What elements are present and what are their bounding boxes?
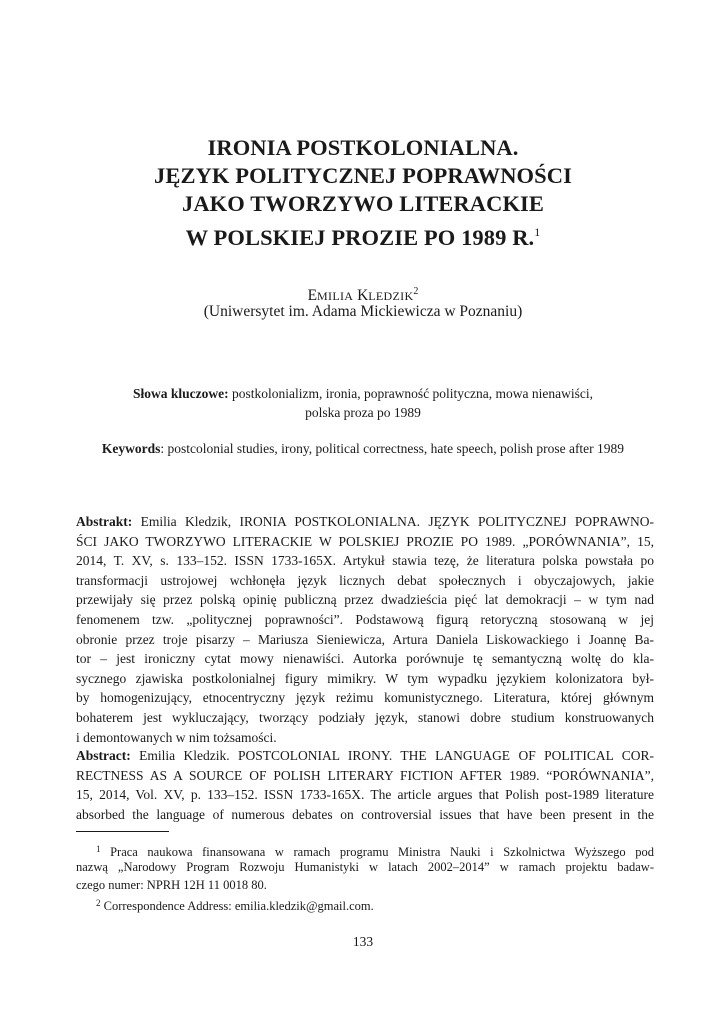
abstract-line-text: Emilia Kledzik, IRONIA POSTKOLONIALNA. JĘZYK POLITYCZNEJ POPRAWNO- (132, 514, 654, 529)
title-line-text: W POLSKIEJ PROZIE PO 1989 R. (185, 225, 535, 250)
keywords-en-text: : postcolonial studies, irony, political correctness, hate speech, polish prose after 1989 (160, 441, 625, 456)
title-line: JAKO TWORZYWO LITERACKIE (181, 191, 545, 216)
article-title (60, 134, 666, 252)
footnote-1-line (76, 840, 654, 858)
footnotes (76, 840, 654, 912)
footnote-2-line (76, 894, 654, 912)
abstract-line: i demontowanych w nim tożsamości. (76, 729, 277, 745)
abstract-line: 2014, T. XV, s. 133–152. ISSN 1733-165X. Artykuł stawia tezę, że literatura polska powstała po (76, 553, 654, 569)
abstract-en-label: Abstract: (76, 748, 131, 763)
footnote-1-line: czego numer: NPRH 12H 11 0018 80. (76, 878, 267, 892)
abstract-line: ŚCI JAKO TWORZYWO LITERACKIE W POLSKIEJ PROZIE PO 1989. „PORÓWNANIA”, 15, (76, 533, 654, 549)
footnote-2-marker: 2 (96, 898, 101, 908)
abstract-line: transformacji ustrojowej wchłonęła język licznych debat społecznych i obyczajowych, jakie (76, 572, 654, 588)
page-number: 133 (352, 934, 374, 949)
abstract-line (76, 512, 654, 532)
abstract-polish (76, 512, 654, 747)
keywords-english (60, 439, 666, 458)
abstract-line: tor – jest ironiczny cytat mowy nienawiści. Autorka porównuje tę semantyczną woltę do kla- (76, 651, 654, 667)
footnote-1-marker: 1 (96, 844, 101, 854)
author-last-initial: K (357, 287, 369, 304)
abstract-line (76, 746, 654, 766)
abstract-line: przewijały się przez polską opinię publiczną przez dwadzieścia pięć lat demokracji – w tym nad (76, 592, 654, 608)
keywords-pl-line2: polska proza po 1989 (305, 405, 421, 420)
footnote-text: Correspondence Address: emilia.kledzik@gmail.com. (100, 899, 374, 913)
author-last-rest: LEDZIK (368, 289, 414, 303)
footnote-text: Praca naukowa finansowana w ramach programu Ministra Nauki i Szkolnictwa Wyższego pod (100, 845, 654, 859)
abstract-line: 15, 2014, Vol. XV, p. 133–152. ISSN 1733-165X. The article argues that Polish post-1989 literature (76, 787, 654, 803)
author-first-initial: E (307, 287, 318, 304)
footnote-divider (76, 831, 169, 832)
keywords-polish (90, 384, 636, 422)
keywords-pl-label: Słowa kluczowe: (132, 386, 229, 401)
author-first-rest: MILIA (317, 289, 354, 303)
footnote-1-line: nazwą „Narodowy Program Rozwoju Humanistyki w latach 2002–2014” w ramach projektu badaw- (76, 860, 654, 874)
author-footnote-marker[interactable]: 2 (413, 286, 419, 297)
keywords-pl-line1: postkolonializm, ironia, poprawność polityczna, mowa nienawiści, (228, 386, 594, 401)
title-line: IRONIA POSTKOLONIALNA. (207, 135, 519, 160)
title-footnote-marker[interactable]: 1 (534, 225, 541, 239)
abstract-line: by homogenizujący, etnocentryczny język reżimu komunistycznego. Literatura, której głównym (76, 690, 654, 706)
abstract-line: obronie przez troje pisarzy – Mariusza Sieniewicza, Artura Daniela Liskowackiego i Joannę Ba- (76, 631, 654, 647)
abstract-line: sycznego zjawiska postkolonialnej figury mimikry. W tym wypadku językiem kolonizatora był- (76, 670, 654, 686)
abstract-line: bohaterem jest wykluczający, tworzący podziały język, stanowi dobre studium konstruowanych (76, 709, 654, 725)
abstract-line-text: Emilia Kledzik. POSTCOLONIAL IRONY. THE LANGUAGE OF POLITICAL COR- (130, 748, 654, 763)
abstract-pl-label: Abstrakt: (76, 514, 133, 529)
keywords-en-label: Keywords (101, 441, 161, 456)
abstract-english (76, 746, 654, 824)
author-affiliation: (Uniwersytet im. Adama Mickiewicza w Poznaniu) (203, 303, 523, 320)
title-line-last (60, 218, 666, 252)
abstract-line: RECTNESS AS A SOURCE OF POLISH LITERARY FICTION AFTER 1989. “PORÓWNANIA”, (76, 767, 654, 783)
abstract-line: fenomenem tzw. „politycznej poprawności”. Podstawową figurą retoryczną stosowaną w jej (76, 611, 654, 627)
abstract-line: absorbed the language of numerous debates on controversial issues that have been present in the (76, 806, 654, 822)
title-line: JĘZYK POLITYCZNEJ POPRAWNOŚCI (154, 163, 572, 188)
